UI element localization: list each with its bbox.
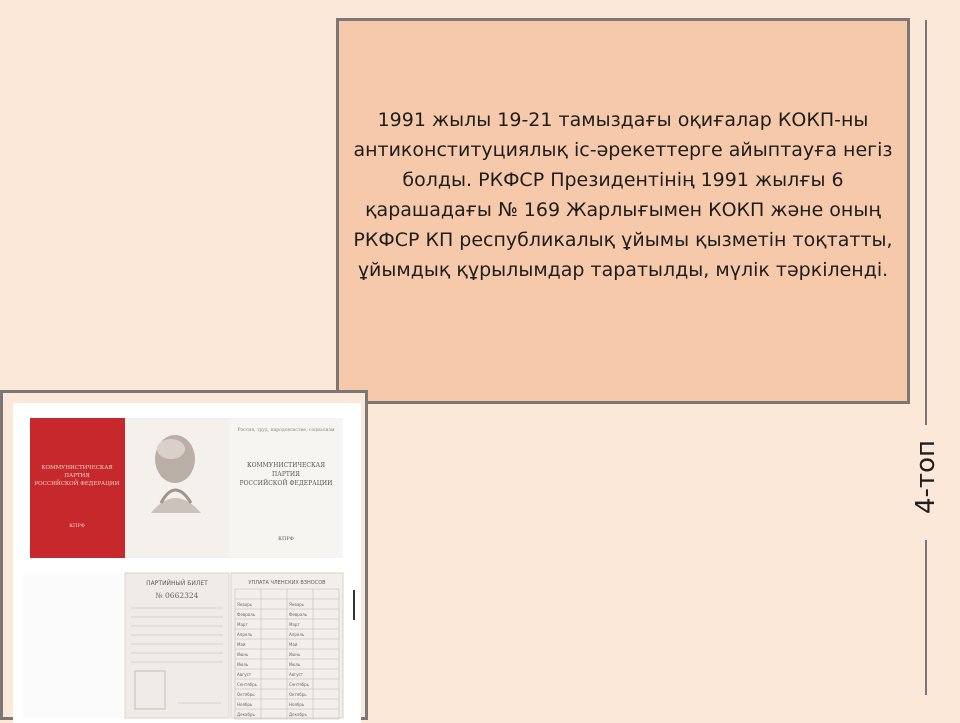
dues-month-label: Июль — [237, 662, 249, 667]
dues-month-label: Февраль — [289, 612, 308, 617]
cover-title-line-1: КОММУНИСТИЧЕСКАЯ — [41, 465, 113, 471]
dues-month-label: Ноябрь — [237, 702, 253, 707]
blank-page — [23, 573, 123, 718]
dues-month-label: Апрель — [289, 632, 305, 637]
card-cover — [30, 418, 125, 558]
dues-month-label: Май — [237, 642, 246, 647]
card-title: ПАРТИЙНЫЙ БИЛЕТ — [146, 580, 208, 587]
dues-month-label: Май — [289, 642, 298, 647]
dues-month-label: Октябрь — [237, 692, 255, 697]
title-page-line-2: ПАРТИЯ — [272, 471, 300, 478]
side-label-text: 4-топ — [911, 440, 941, 514]
dues-month-label: Июль — [289, 662, 301, 667]
cover-abbr: КПРФ — [69, 523, 85, 529]
party-card-illustration — [13, 403, 361, 723]
dues-month-label: Июнь — [289, 652, 301, 657]
dues-month-label: Январь — [237, 602, 253, 607]
dues-month-label: Декабрь — [237, 712, 255, 717]
text-panel — [336, 18, 910, 404]
dues-month-label: Июнь — [237, 652, 249, 657]
card-number: № 0662324 — [155, 591, 199, 600]
dues-month-label: Сентябрь — [289, 682, 309, 687]
dues-month-label: Сентябрь — [237, 682, 257, 687]
dues-month-label: Август — [237, 672, 252, 677]
dues-month-label: Октябрь — [289, 692, 307, 697]
dues-title: УПЛАТА ЧЛЕНСКИХ ВЗНОСОВ — [248, 580, 326, 586]
cover-title-line-3: РОССИЙСКОЙ ФЕДЕРАЦИИ — [34, 481, 120, 487]
dues-month-label: Декабрь — [289, 712, 307, 717]
dues-month-label: Январь — [289, 602, 305, 607]
title-page-line-1: КОММУНИСТИЧЕСКАЯ — [246, 462, 326, 469]
dues-month-label: Ноябрь — [289, 702, 305, 707]
slide-paragraph: 1991 жылы 19-21 тамыздағы оқиғалар КОКП-ны антиконституциялық іс-әрекеттерге айыптауға негіз болды. РКФСР Президентінің 1991 жылғы 6 қарашадағы № 169 Жарлығымен КОКП және оның РКФСР КП республикалық ұйымы қызметін тоқтатты, ұйымдық құрылымдар таратылды, мүлік тәркіленді. — [353, 109, 893, 281]
dues-month-label: Март — [237, 622, 248, 627]
dues-month-label: Март — [289, 622, 300, 627]
cover-title-line-2: ПАРТИЯ — [64, 473, 90, 479]
title-page-line-3: РОССИЙСКОЙ ФЕДЕРАЦИИ — [239, 480, 333, 487]
side-label — [895, 437, 957, 517]
divider-line-top — [925, 20, 927, 425]
party-card-photo — [13, 403, 361, 723]
title-page-abbr: КПРФ — [278, 536, 294, 542]
divider-line-bottom — [925, 540, 927, 695]
edge-tick — [353, 590, 355, 620]
dues-month-label: Август — [289, 672, 304, 677]
dues-month-label: Февраль — [237, 612, 256, 617]
photo-frame — [0, 390, 368, 720]
dues-month-label: Апрель — [237, 632, 253, 637]
title-page-motto: Россия, труд, народовластие, социализм — [237, 428, 335, 433]
